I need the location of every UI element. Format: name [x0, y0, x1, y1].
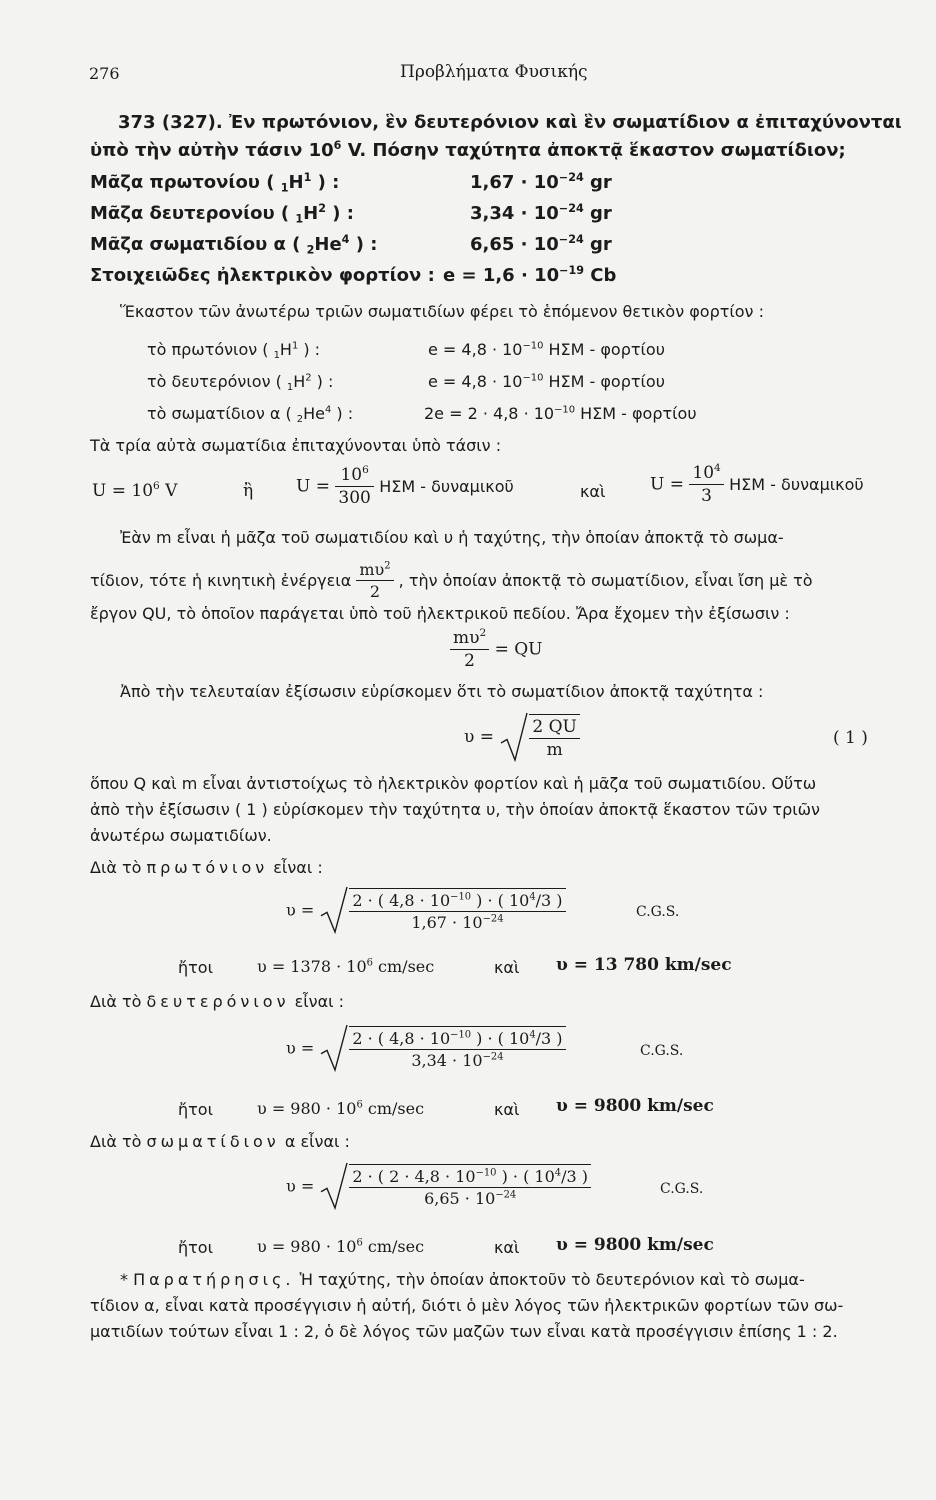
sqrt-symbol: $\frac{2 QU}{m}$: [499, 714, 579, 760]
given-mass-deuteron-label: Μᾶζα δευτερονίου ( $_1H^2$ ) :: [90, 201, 354, 226]
case-proton-intro: Διὰ τὸ πρωτόνιον εἶναι :: [90, 858, 323, 877]
case-deuteron-result: $\upsilon = 980 \cdot 10^6$ cm/sec: [257, 1099, 425, 1118]
voltage-intro: Τὰ τρία αὐτὰ σωματίδια ἐπιταχύνονται ὑπὸ τάσιν :: [90, 436, 502, 455]
charge-deuteron-value: $e = 4,8 \cdot 10^{-10}$ ΗΣΜ - φορτίου: [428, 372, 665, 391]
note-line-1: * Παρατήρησις. Ἡ ταχύτης, τὴν ὁποίαν ἀποκτοῦν τὸ δευτερόνιον καὶ τὸ σωμα-: [120, 1270, 805, 1289]
case-alpha-result-label: ἤτοι: [178, 1238, 213, 1257]
given-charge-label: Στοιχειῶδες ἠλεκτρικὸν φορτίον :: [90, 265, 435, 286]
para1-line-2: τίδιον, τότε ἡ κινητικὴ ἐνέργεια $\frac{m\upsilon^2}{2}$ , τὴν ὁποίαν ἀποκτᾷ τὸ σωματίδιον, εἶναι ἴση μὲ τὸ: [90, 560, 813, 601]
voltage-esu-1: U = $\frac{10^6}{300}$ ΗΣΜ - δυναμικοῦ: [296, 464, 514, 508]
case-deuteron-intro: Διὰ τὸ δευτερόνιον εἶναι :: [90, 992, 345, 1011]
case-proton-and: καὶ: [494, 958, 520, 977]
given-mass-alpha-value: $6,65 \cdot 10^{-24}$ gr: [470, 232, 612, 255]
note-line-2: τίδιον α, εἶναι κατὰ προσέγγισιν ἡ αὐτή, διότι ὁ μὲν λόγος τῶν ἠλεκτρικῶν φορτίων τῶν σω-: [90, 1296, 844, 1315]
problem-number: 373 (327).: [118, 112, 223, 133]
voltage-esu-2: U = $\frac{10^4}{3}$ ΗΣΜ - δυναμικοῦ: [650, 462, 864, 506]
equation-velocity: υ = $\frac{2 QU}{m}$: [464, 714, 580, 760]
given-charge-value: $e = 1,6 \cdot 10^{-19}$ Cb: [443, 263, 617, 286]
voltage-and: καὶ: [580, 482, 606, 501]
given-mass-proton-value: $1,67 \cdot 10^{-24}$ gr: [470, 170, 612, 193]
case-alpha-intro: Διὰ τὸ σωματίδιον α εἶναι :: [90, 1132, 350, 1151]
voltage-or: ἢ: [243, 481, 254, 501]
case-proton-result: $\upsilon = 1378 \cdot 10^6$ cm/sec: [257, 957, 435, 976]
charge-alpha-value: $2e = 2 \cdot 4,8 \cdot 10^{-10}$ ΗΣΜ - φορτίου: [424, 404, 697, 423]
given-mass-alpha-label: Μᾶζα σωματιδίου α ( $_2He^4$ ) :: [90, 232, 378, 257]
page-number: 276: [89, 64, 120, 83]
case-proton-final: υ = 13 780 km/sec: [556, 955, 732, 975]
problem-statement-line-2: ὑπὸ τὴν αὐτὴν τάσιν $10^6$ V. Πόσην ταχύτητα ἀποκτᾷ ἕκαστον σωματίδιον;: [90, 138, 846, 161]
charge-deuteron-label: τὸ δευτερόνιον ( $_1H^2$ ) :: [147, 372, 334, 393]
case-deuteron-unit: C.G.S.: [640, 1043, 684, 1059]
para3-line-3: ἀνωτέρω σωματιδίων.: [90, 826, 272, 845]
para1-line-1: Ἐὰν m εἶναι ἡ μᾶζα τοῦ σωματιδίου καὶ υ ἡ ταχύτης, τὴν ὁποίαν ἀποκτᾷ τὸ σωμα-: [120, 528, 784, 547]
problem-statement-line-1: 373 (327). Ἐν πρωτόνιον, ἓν δευτερόνιον καὶ ἓν σωματίδιον α ἐπιταχύνονται: [118, 112, 902, 133]
case-proton-result-label: ἤτοι: [178, 958, 213, 977]
voltage-v: $U = 10^6$ V: [92, 480, 178, 501]
equation-energy: $\frac{m\upsilon^2}{2}$ = QU: [450, 628, 543, 671]
case-deuteron-and: καὶ: [494, 1100, 520, 1119]
given-mass-proton-label: Μᾶζα πρωτονίου ( $_1H^1$ ) :: [90, 170, 340, 195]
case-alpha-and: καὶ: [494, 1238, 520, 1257]
equation-tag: ( 1 ): [833, 728, 868, 748]
note-line-3: ματιδίων τούτων εἶναι 1 : 2, ὁ δὲ λόγος τῶν μαζῶν των εἶναι κατὰ προσέγγισιν ἐπίσης 1 : 2.: [90, 1322, 838, 1341]
charge-proton-value: $e = 4,8 \cdot 10^{-10}$ ΗΣΜ - φορτίου: [428, 340, 665, 359]
solution-intro: Ἕκαστον τῶν ἀνωτέρω τριῶν σωματιδίων φέρει τὸ ἑπόμενον θετικὸν φορτίον :: [120, 302, 764, 321]
case-alpha-final: υ = 9800 km/sec: [556, 1235, 714, 1255]
para2: Ἀπὸ τὴν τελευταίαν ἐξίσωσιν εὑρίσκομεν ὅτι τὸ σωματίδιον ἀποκτᾷ ταχύτητα :: [120, 682, 764, 701]
case-alpha-result: $\upsilon = 980 \cdot 10^6$ cm/sec: [257, 1237, 425, 1256]
case-proton-formula: υ = $\frac{2 \cdot ( 4,8 \cdot 10^{-10} ) \cdot ( 10^4/3 )}{1,67 \cdot 10^{-24}}$: [286, 888, 566, 932]
para1-line-3: ἔργον QU, τὸ ὁποῖον παράγεται ὑπὸ τοῦ ἠλεκτρικοῦ πεδίου. Ἄρα ἔχομεν τὴν ἐξίσωσιν :: [90, 604, 790, 623]
case-alpha-unit: C.G.S.: [660, 1181, 704, 1197]
case-proton-unit: C.G.S.: [636, 904, 680, 920]
charge-proton-label: τὸ πρωτόνιον ( $_1H^1$ ) :: [147, 340, 321, 361]
case-deuteron-formula: υ = $\frac{2 \cdot ( 4,8 \cdot 10^{-10} ) \cdot ( 10^4/3 )}{3,34 \cdot 10^{-24}}$: [286, 1026, 566, 1070]
para3-line-2: ἀπὸ τὴν ἐξίσωσιν ( 1 ) εὑρίσκομεν τὴν ταχύτητα υ, τὴν ὁποίαν ἀποκτᾷ ἕκαστον τῶν τριῶν: [90, 800, 820, 819]
given-mass-deuteron-value: $3,34 \cdot 10^{-24}$ gr: [470, 201, 612, 224]
case-deuteron-final: υ = 9800 km/sec: [556, 1096, 714, 1116]
case-alpha-formula: υ = $\frac{2 \cdot ( 2 \cdot 4,8 \cdot 10^{-10} ) \cdot ( 10^4/3 )}{6,65 \cdot 10^{-24}}$: [286, 1164, 591, 1208]
case-deuteron-result-label: ἤτοι: [178, 1100, 213, 1119]
para3-line-1: ὅπου Q καὶ m εἶναι ἀντιστοίχως τὸ ἠλεκτρικὸν φορτίον καὶ ἡ μᾶζα τοῦ σωματιδίου. Οὕτω: [90, 774, 817, 793]
charge-alpha-label: τὸ σωματίδιον α ( $_2He^4$ ) :: [147, 404, 354, 425]
running-title: Προβλήματα Φυσικής: [400, 62, 588, 82]
